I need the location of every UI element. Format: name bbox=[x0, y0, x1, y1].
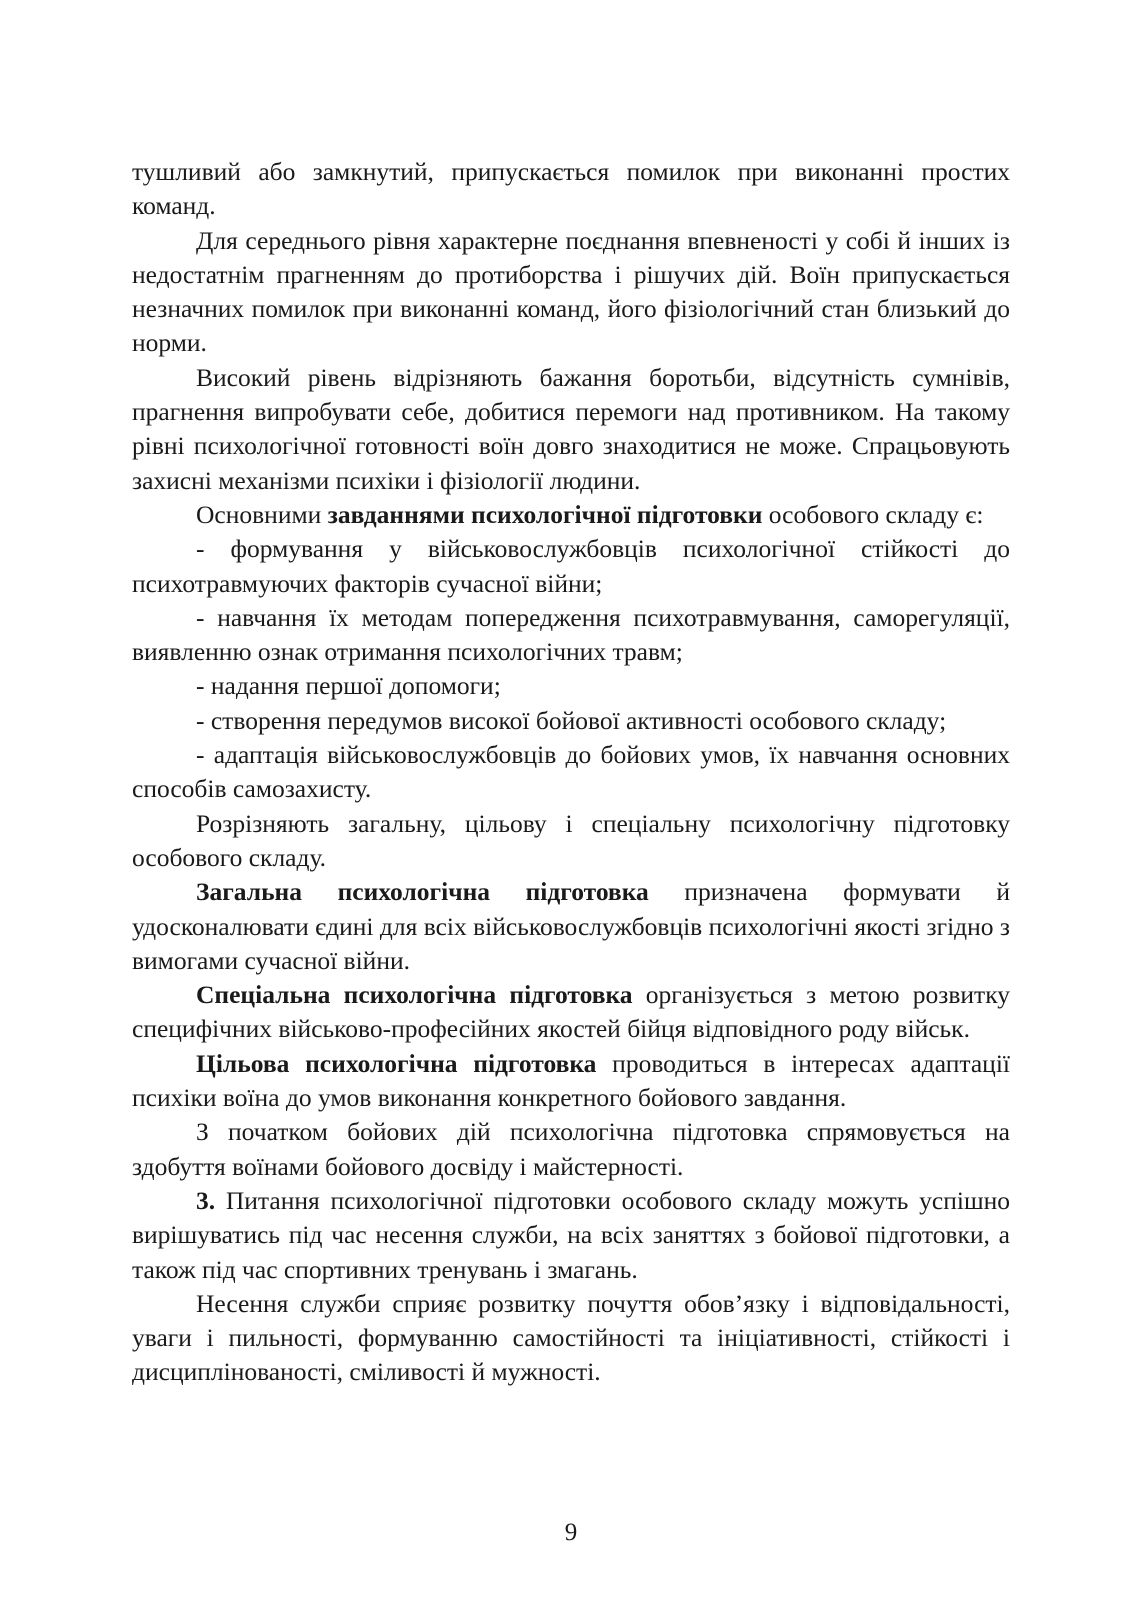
emphasis-text: Загальна психологічна підготовка bbox=[196, 877, 649, 907]
paragraph-text: особового складу є: bbox=[762, 499, 984, 529]
paragraph: Розрізняють загальну, цільову і спеціальну психологічну підготовку особового складу. bbox=[132, 808, 1010, 872]
paragraph: Високий рівень відрізняють бажання боротьби, відсутність сумнівів, прагнення випробувати себе, добитися перемоги над противником. На такому рівні психологічної готовності воїн довго знаходитися не може. Спрацьовують захисні механізми психіки і фізіології людини. bbox=[132, 362, 1010, 495]
emphasis-text: Спеціальна психологічна підготовка bbox=[196, 980, 633, 1010]
paragraph-text: проводиться в інтересах адаптації психіки воїна до умов виконання конкретного бойового завдання. bbox=[132, 1048, 1010, 1113]
paragraph: Несення служби сприяє розвитку почуття обов’язку і відповідальності, уваги і пильності, формуванню самостійності та ініціативності, стійкості і дисциплінованості, сміливості й мужності. bbox=[132, 1288, 1010, 1387]
paragraph: - адаптація військовослужбовців до бойових умов, їх навчання основних способів самозахисту. bbox=[132, 740, 1010, 804]
emphasis-text: Цільова психологічна підготовка bbox=[196, 1048, 597, 1078]
paragraph bbox=[132, 875, 1010, 978]
paragraph: - навчання їх методам попередження психотравмування, саморегуляції, виявленню ознак отримання психологічних травм; bbox=[132, 602, 1010, 667]
page-body bbox=[132, 155, 1010, 1390]
paragraph bbox=[132, 1184, 1010, 1287]
paragraph bbox=[132, 498, 1010, 532]
page-number: 9 bbox=[564, 1519, 578, 1546]
paragraph bbox=[132, 978, 1010, 1047]
paragraph bbox=[132, 1047, 1010, 1116]
emphasis-text: 3. bbox=[196, 1185, 216, 1215]
paragraph: Для середнього рівня характерне поєднання впевненості у собі й інших із недостатнім прагненням до протиборства і рішучих дій. Воїн припускається незначних помилок при виконанні команд, його фізіологічний стан близький до норми. bbox=[132, 225, 1010, 358]
emphasis-text: завданнями психологічної підготовки bbox=[327, 499, 763, 529]
paragraph: - створення передумов високої бойової активності особового складу; bbox=[196, 705, 947, 735]
paragraph-text: Питання психологічної підготовки особового складу можуть успішно вирішуватись під час несення служби, на всіх заняттях з бойової підготовки, а також під час спортивних тренувань і змагань. bbox=[132, 1185, 1010, 1284]
paragraph: З початком бойових дій психологічна підготовка спрямовується на здобуття воїнами бойового досвіду і майстерності. bbox=[132, 1117, 1010, 1181]
paragraph-text: організується з метою розвитку специфічних військово-професійних якостей бійця відповідного роду військ. bbox=[132, 980, 1010, 1044]
paragraph: - надання першої допомоги; bbox=[196, 671, 501, 701]
paragraph: тушливий або замкнутий, припускається помилок при виконанні простих команд. bbox=[132, 157, 1010, 221]
paragraph: - формування у військовослужбовців психологічної стійкості до психотравмуючих факторів сучасної війни; bbox=[132, 534, 1010, 598]
paragraph-text: Основними bbox=[196, 499, 328, 529]
paragraph-text: призначена формувати й удосконалювати єдині для всіх військовослужбовців психологічні якості згідно з вимогами сучасної війни. bbox=[132, 877, 1010, 975]
